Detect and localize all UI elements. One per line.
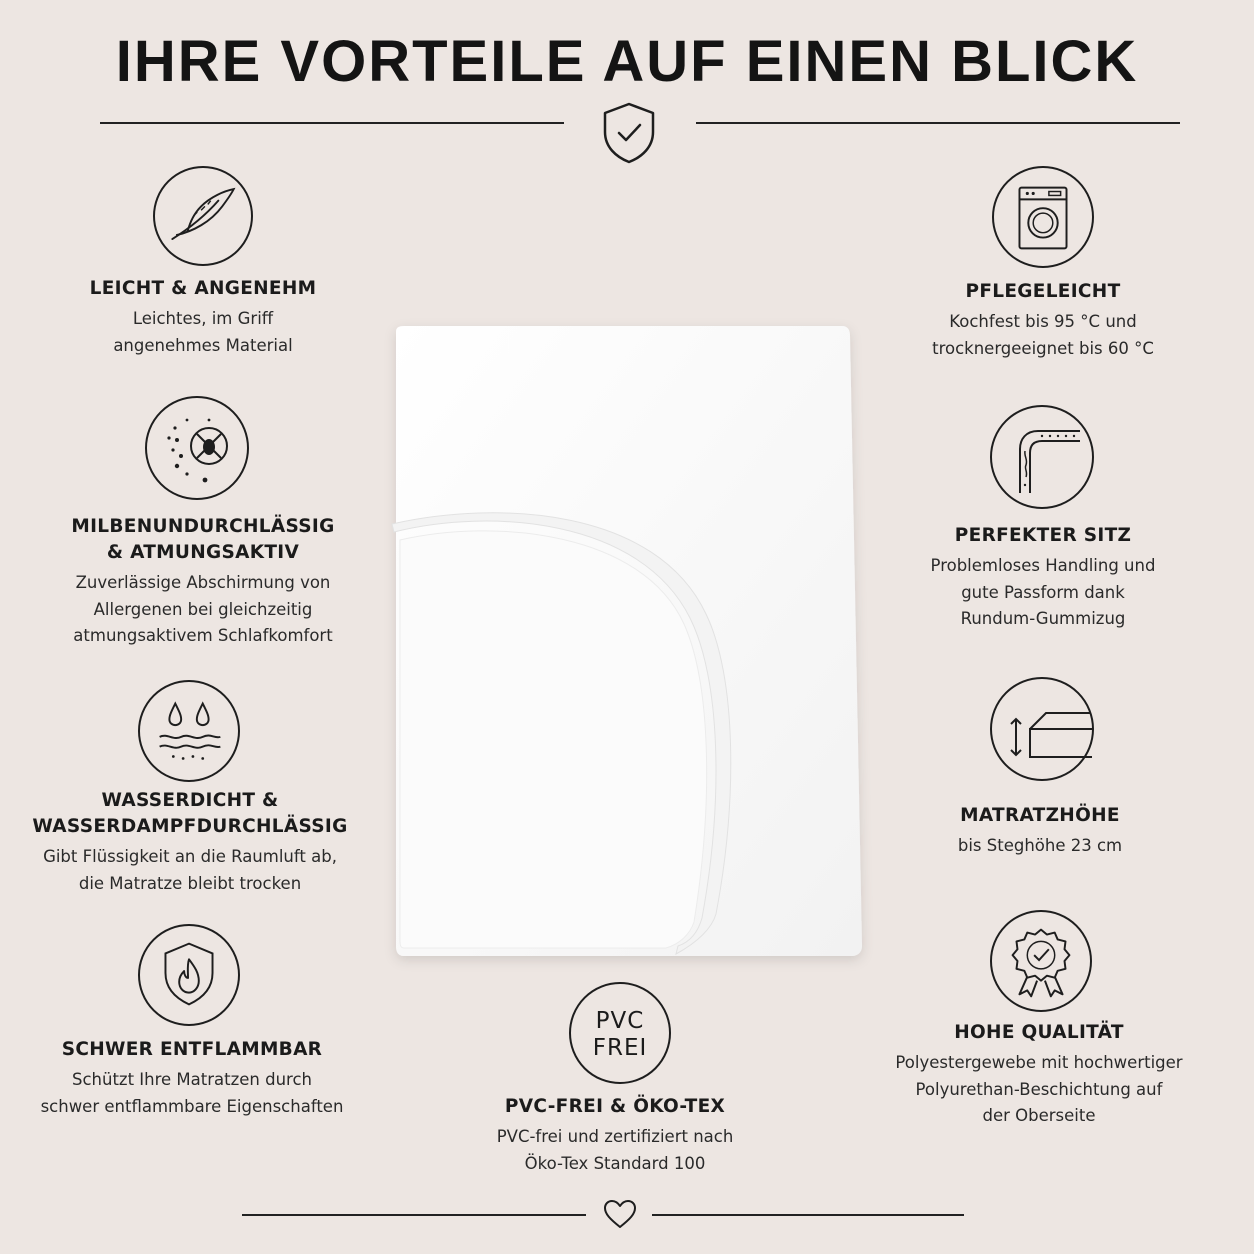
flame-shield-icon [138, 924, 240, 1026]
feature-heading: WASSERDICHT & WASSERDAMPFDURCHLÄSSIG [32, 790, 348, 837]
feature-description: Leichtes, im Griff angenehmes Material [113, 309, 293, 355]
feature-heading: SCHWER ENTFLAMMBAR [61, 1039, 323, 1060]
fitted-sheet-image [380, 318, 880, 978]
feature-heading: MATRATZHÖHE [960, 805, 1120, 826]
feature-heading: MILBENUNDURCHLÄSSIG & ATMUNGSAKTIV [71, 516, 335, 563]
feature-description: Zuverlässige Abschirmung von Allergenen bei gleichzeitig atmungsaktivem Schlafkomfort [73, 573, 333, 645]
feature-qualitaet [878, 1020, 1200, 1130]
feature-description: Schützt Ihre Matratzen durch schwer entflammbare Eigenschaften [40, 1070, 344, 1116]
feature-pvc-frei [460, 1094, 770, 1177]
feature-heading: PFLEGELEICHT [965, 281, 1121, 302]
feature-description: bis Steghöhe 23 cm [957, 836, 1123, 855]
quality-badge-icon [990, 910, 1092, 1012]
feature-description: Polyestergewebe mit hochwertiger Polyurethan-Beschichtung auf der Oberseite [895, 1053, 1183, 1125]
washing-machine-icon [992, 166, 1094, 268]
divider-bottom-right [652, 1214, 964, 1216]
feature-heading: PERFEKTER SITZ [954, 525, 1132, 546]
feather-icon [153, 166, 253, 266]
feature-description: Kochfest bis 95 °C und trocknergeeignet bis 60 °C [932, 312, 1154, 358]
water-drops-icon [138, 680, 240, 782]
divider-bottom-left [242, 1214, 586, 1216]
feature-matratzhoehe [900, 803, 1180, 860]
pvc-free-badge-text: PVC FREI [592, 1008, 648, 1061]
feature-description: Gibt Flüssigkeit an die Raumluft ab, die Matratze bleibt trocken [43, 847, 337, 893]
mite-blocked-icon [145, 396, 249, 500]
feature-wasserdicht [20, 788, 360, 897]
fitted-corner-icon [990, 405, 1094, 509]
page-title: IHRE VORTEILE AUF EINEN BLICK [115, 29, 1139, 94]
heart-icon [602, 1198, 638, 1230]
feature-heading: PVC-FREI & ÖKO-TEX [504, 1096, 726, 1117]
divider-top-left [100, 122, 564, 124]
feature-entflammbar [22, 1037, 362, 1120]
feature-milben [30, 514, 376, 650]
feature-sitz [900, 523, 1186, 633]
feature-heading: HOHE QUALITÄT [954, 1022, 1124, 1043]
feature-leicht [40, 276, 366, 359]
feature-heading: LEICHT & ANGENEHM [89, 278, 317, 299]
feature-pflegeleicht [890, 279, 1196, 362]
pvc-free-badge [569, 982, 671, 1084]
shield-check-icon [600, 100, 658, 166]
feature-description: Problemloses Handling und gute Passform dank Rundum-Gummizug [930, 556, 1156, 628]
divider-top-right [696, 122, 1180, 124]
feature-description: PVC-frei und zertifiziert nach Öko-Tex Standard 100 [496, 1127, 734, 1173]
mattress-height-icon [990, 677, 1094, 781]
